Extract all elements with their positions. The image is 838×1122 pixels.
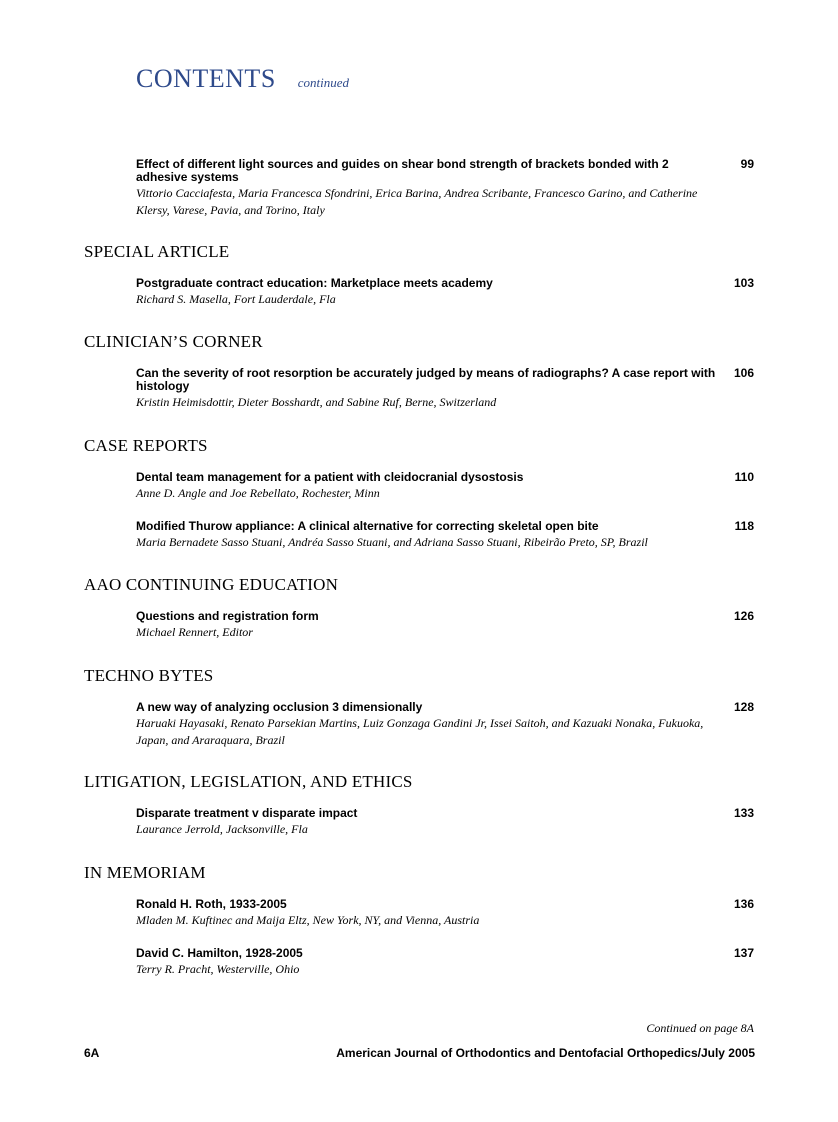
toc-entry[interactable] [136, 807, 756, 838]
entry-authors: Richard S. Masella, Fort Lauderdale, Fla [136, 292, 336, 306]
entry-page-number: 133 [733, 806, 754, 820]
toc-entry[interactable] [136, 471, 756, 502]
entry-page-number: 106 [733, 366, 754, 380]
entry-authors: Mladen M. Kuftinec and Maija Eltz, New York, NY, and Vienna, Austria [136, 913, 480, 927]
section-heading-aao-continuing-education: AAO CONTINUING EDUCATION [84, 575, 339, 594]
entry-authors: Vittorio Cacciafesta, Maria Francesca Sfondrini, Erica Barina, Andrea Scribante, Francesco Garino, and Catherine Klersy, Varese, Pavia, and Torino, Italy [136, 186, 698, 217]
entry-authors: Laurance Jerrold, Jacksonville, Fla [136, 822, 308, 836]
section-heading-clinicians-corner: CLINICIAN’S CORNER [84, 332, 263, 351]
entry-page-number: 128 [733, 700, 754, 714]
entry-authors: Anne D. Angle and Joe Rebellato, Rochester, Minn [136, 486, 380, 500]
toc-entry[interactable] [136, 898, 756, 929]
toc-entry[interactable] [136, 947, 756, 978]
entry-page-number: 110 [734, 470, 754, 484]
entry-authors: Maria Bernadete Sasso Stuani, Andréa Sasso Stuani, and Adriana Sasso Stuani, Ribeirão Preto, SP, Brazil [136, 535, 648, 549]
toc-entry[interactable] [136, 367, 756, 411]
entry-page-number: 118 [734, 519, 754, 533]
entry-title[interactable]: Effect of different light sources and guides on shear bond strength of brackets bonded with 2 adhesive systems [136, 157, 669, 184]
entry-title[interactable]: A new way of analyzing occlusion 3 dimensionally [136, 700, 423, 714]
toc-entry[interactable] [136, 610, 756, 641]
entry-title[interactable]: Ronald H. Roth, 1933-2005 [136, 897, 287, 911]
page-title [136, 58, 349, 95]
toc-entry[interactable] [136, 520, 756, 551]
entry-page-number: 99 [740, 157, 754, 171]
entry-page-number: 137 [733, 946, 754, 960]
entry-authors: Michael Rennert, Editor [136, 625, 253, 639]
entry-page-number: 126 [733, 609, 754, 623]
entry-title[interactable]: Questions and registration form [136, 609, 319, 623]
toc-entry[interactable] [136, 277, 756, 308]
entry-title[interactable]: David C. Hamilton, 1928-2005 [136, 946, 303, 960]
entry-title[interactable]: Can the severity of root resorption be accurately judged by means of radiographs? A case report with histology [136, 366, 716, 393]
entry-title[interactable]: Dental team management for a patient with cleidocranial dysostosis [136, 470, 524, 484]
entry-page-number: 103 [733, 276, 754, 290]
continued-note[interactable]: Continued on page 8A [646, 1021, 754, 1035]
section-heading-in-memoriam: IN MEMORIAM [84, 863, 206, 882]
footer-page-number: 6A [84, 1046, 100, 1060]
toc-entry[interactable] [136, 158, 756, 219]
entry-title[interactable]: Postgraduate contract education: Marketplace meets academy [136, 276, 493, 290]
entry-authors: Haruaki Hayasaki, Renato Parsekian Martins, Luiz Gonzaga Gandini Jr, Issei Saitoh, and Kazuaki Nonaka, Fukuoka, Japan, and Araraquara, Brazil [136, 716, 704, 747]
entry-title[interactable]: Disparate treatment v disparate impact [136, 806, 358, 820]
section-heading-techno-bytes: TECHNO BYTES [84, 666, 214, 685]
section-heading-special-article: SPECIAL ARTICLE [84, 242, 230, 261]
toc-entry[interactable] [136, 701, 756, 749]
footer-journal-title: American Journal of Orthodontics and Dentofacial Orthopedics/July 2005 [336, 1046, 755, 1060]
entry-page-number: 136 [733, 897, 754, 911]
entry-authors: Kristin Heimisdottir, Dieter Bosshardt, and Sabine Ruf, Berne, Switzerland [136, 395, 497, 409]
contents-heading: CONTENTS [136, 64, 276, 93]
contents-continued-label: continued [297, 75, 350, 90]
entry-title[interactable]: Modified Thurow appliance: A clinical alternative for correcting skeletal open bite [136, 519, 599, 533]
entry-authors: Terry R. Pracht, Westerville, Ohio [136, 962, 300, 976]
section-heading-litigation-legislation-ethics: LITIGATION, LEGISLATION, AND ETHICS [84, 772, 413, 791]
section-heading-case-reports: CASE REPORTS [84, 436, 208, 455]
